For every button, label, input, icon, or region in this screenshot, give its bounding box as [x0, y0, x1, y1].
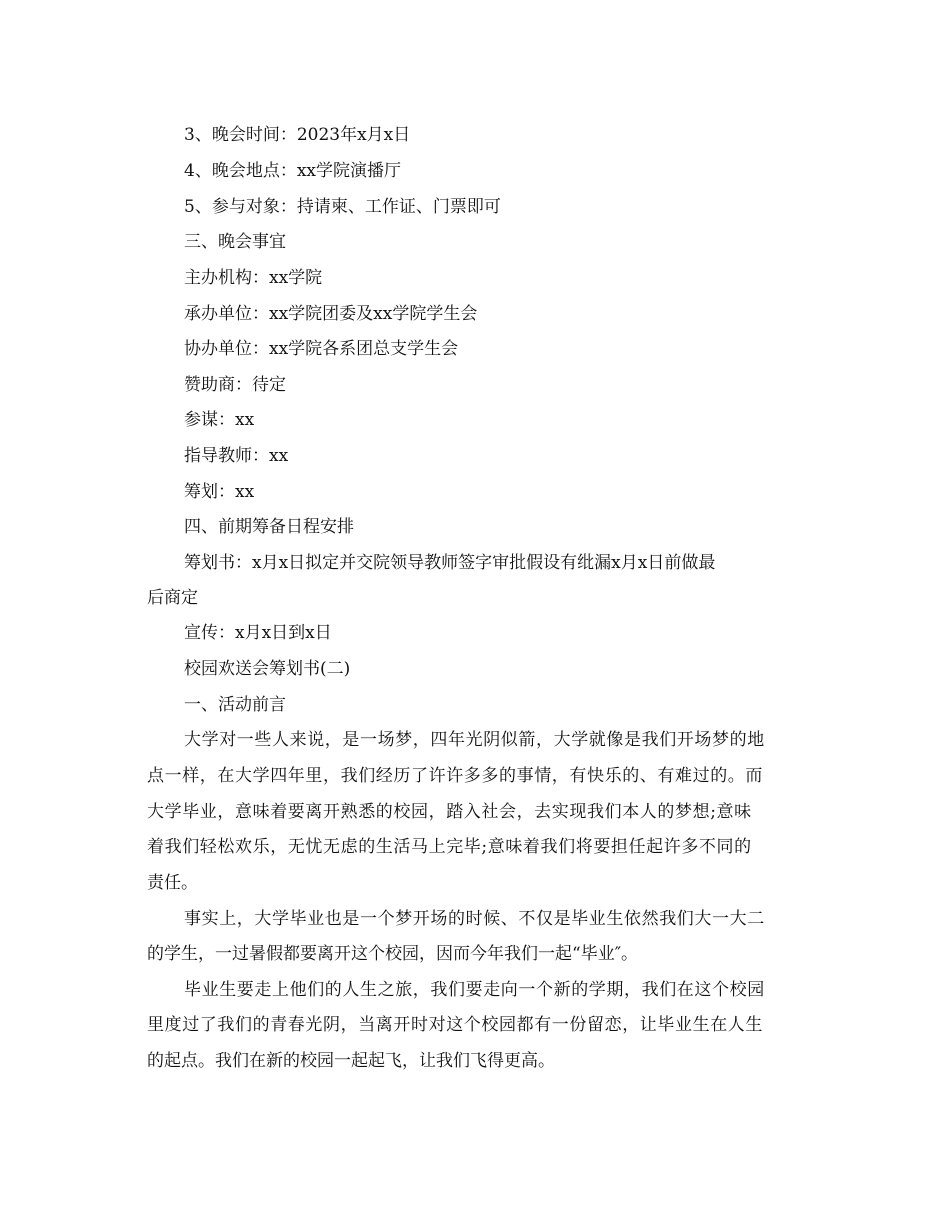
text-line-advisor: 参谋：xx: [184, 410, 255, 430]
text-line-teacher: 指导教师：xx: [184, 446, 289, 466]
text-line-planning: 筹划：xx: [184, 482, 255, 502]
paragraph-line: 大学毕业，意味着要离开熟悉的校园，踏入社会，去实现我们本人的梦想;意味: [147, 802, 752, 822]
text-line-co-organizer: 协办单位：xx学院各系团总支学生会: [184, 339, 459, 359]
text-line-participants: 5、参与对象：持请柬、工作证、门票即可: [184, 197, 501, 217]
paragraph-line: 着我们轻松欢乐，无忧无虑的生活马上完毕;意味着我们将要担任起许多不同的: [147, 837, 752, 857]
paragraph-line: 的学生，一过暑假都要离开这个校园，因而今年我们一起“毕业″。: [147, 944, 639, 964]
paragraph-line: 点一样，在大学四年里，我们经历了许许多多的事情，有快乐的、有难过的。而: [147, 766, 763, 786]
paragraph-line: 责任。: [147, 873, 198, 893]
paragraph-line: 大学对一些人来说，是一场梦，四年光阴似箭，大学就像是我们开场梦的地: [184, 730, 765, 750]
text-line-host-unit: 承办单位：xx学院团委及xx学院学生会: [184, 304, 478, 324]
section-heading-schedule: 四、前期筹备日程安排: [184, 517, 354, 537]
text-line-organizer: 主办机构：xx学院: [184, 268, 323, 288]
document-title-part-two: 校园欢送会筹划书(二): [184, 659, 351, 679]
paragraph-line: 的起点。我们在新的校园一起起飞，让我们飞得更高。: [147, 1051, 555, 1071]
text-line-event-venue: 4、晚会地点：xx学院演播厅: [184, 161, 401, 181]
paragraph-line: 毕业生要走上他们的人生之旅，我们要走向一个新的学期，我们在这个校园: [184, 980, 765, 1000]
text-line-sponsor: 赞助商：待定: [184, 375, 286, 395]
text-line-publicity: 宣传：x月x日到x日: [184, 623, 332, 643]
section-heading-preface: 一、活动前言: [184, 695, 286, 715]
text-line-plan-schedule-cont: 后商定: [147, 588, 198, 608]
paragraph-line: 里度过了我们的青春光阴，当离开时对这个校园都有一份留恋，让毕业生在人生: [147, 1015, 763, 1035]
section-heading-event-matters: 三、晚会事宜: [184, 232, 286, 252]
text-line-event-time: 3、晚会时间：2023年x月x日: [184, 125, 411, 145]
text-line-plan-schedule: 筹划书：x月x日拟定并交院领导教师签字审批假设有纰漏x月x日前做最: [184, 553, 716, 573]
paragraph-line: 事实上，大学毕业也是一个梦开场的时候、不仅是毕业生依然我们大一大二: [184, 909, 765, 929]
